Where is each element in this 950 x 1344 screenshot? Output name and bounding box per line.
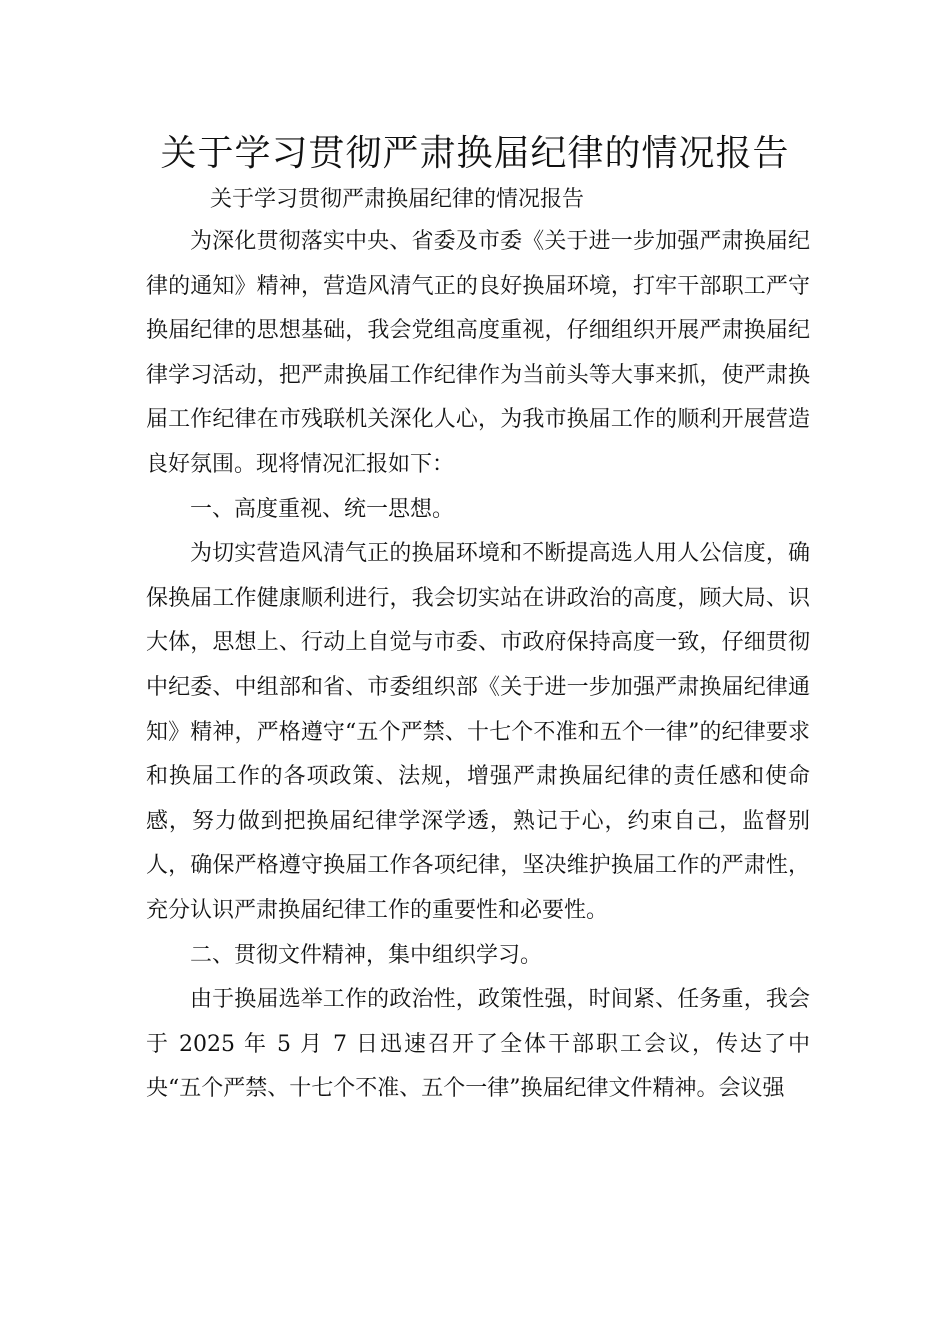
document-title: 关于学习贯彻严肃换届纪律的情况报告 <box>160 133 790 174</box>
intro-paragraph: 为深化贯彻落实中央、省委及市委《关于进一步加强严肃换届纪律的通知》精神，营造风清气正的良好换届环境，打牢干部职工严守换届纪律的思想基础，我会党组高度重视，仔细组织开展严肃换届纪律学习活动，把严肃换届工作纪律作为当前头等大事来抓，使严肃换届工作纪律在市残联机关深化人心，为我市换届工作的顺利开展营造良好氛围。现将情况汇报如下： <box>146 229 810 477</box>
section-heading-1: 一、高度重视、统一思想。 <box>190 496 455 522</box>
document-subtitle: 关于学习贯彻严肃换届纪律的情况报告 <box>210 187 585 212</box>
section-heading-2: 二、贯彻文件精神，集中组织学习。 <box>190 942 543 968</box>
section-2-paragraph: 由于换届选举工作的政治性，政策性强，时间紧、任务重，我会于 2025 年 5 月 7 日迅速召开了全体干部职工会议，传达了中央“五个严禁、十七个不准、五个一律”换届纪律文件精神。会议强 <box>146 987 810 1102</box>
section-1-paragraph: 为切实营造风清气正的换届环境和不断提高选人用人公信度，确保换届工作健康顺利进行，我会切实站在讲政治的高度，顾大局、识大体，思想上、行动上自觉与市委、市政府保持高度一致，仔细贯彻中纪委、中组部和省、市委组织部《关于进一步加强严肃换届纪律通知》精神，严格遵守“五个严禁、十七个不准和五个一律”的纪律要求和换届工作的各项政策、法规，增强严肃换届纪律的责任感和使命感，努力做到把换届纪律学深学透，熟记于心，约束自己，监督别人，确保严格遵守换届工作各项纪律，坚决维护换届工作的严肃性，充分认识严肃换届纪律工作的重要性和必要性。 <box>146 541 810 923</box>
document-body <box>146 180 810 1112</box>
